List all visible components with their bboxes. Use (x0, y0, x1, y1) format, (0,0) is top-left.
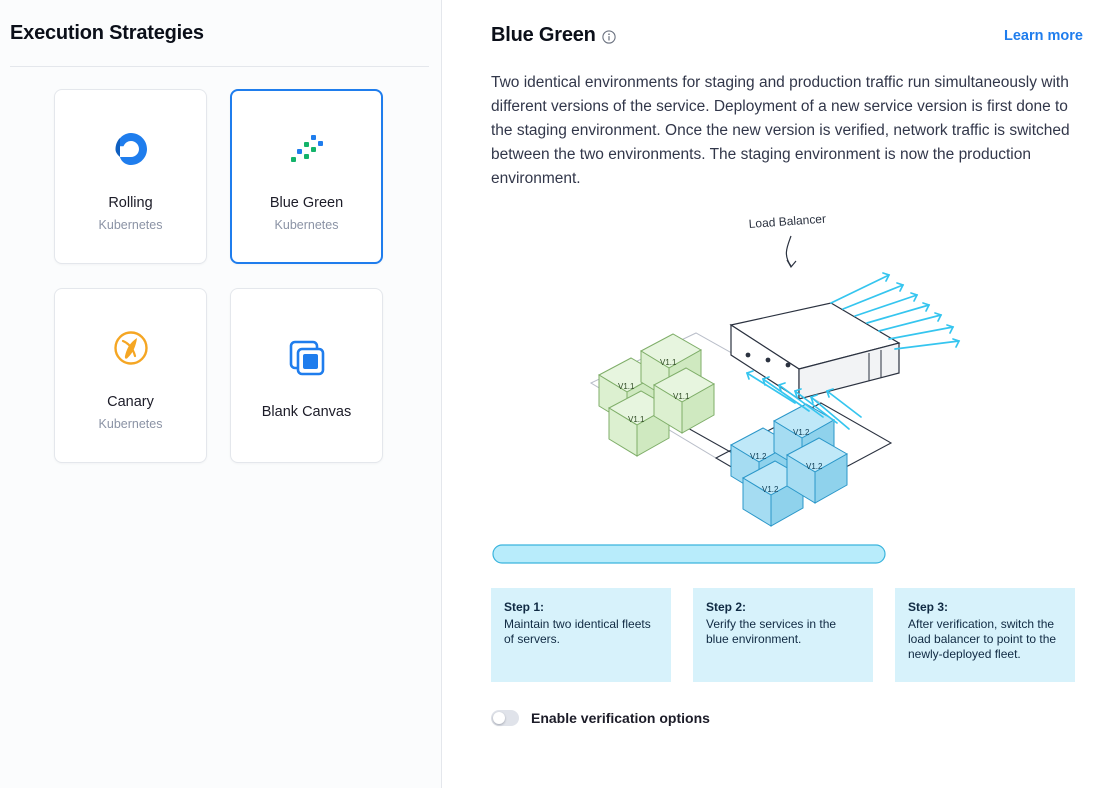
strategy-card-label: Rolling (108, 195, 153, 212)
step-title: Step 1: (504, 600, 545, 614)
svg-text:Load Balancer: Load Balancer (748, 211, 827, 231)
canary-icon (112, 320, 150, 376)
detail-description: Two identical environments for staging and production traffic run simultaneously with different versions of the service. Deployment of a new service version is first done to the staging environment. Once the new version is verified, network traffic is switched between the two environments. The staging environment is now the production environment. (491, 74, 1070, 187)
strategy-card-label: Blank Canvas (261, 403, 352, 420)
strategy-card-label: Canary (107, 394, 154, 411)
blue-green-icon (290, 121, 324, 177)
svg-text:V1.1: V1.1 (628, 415, 645, 424)
step-card-3 (895, 588, 1075, 682)
info-icon[interactable] (602, 30, 616, 44)
step-text: After verification, switch the load balancer to point to the newly-deployed fleet. (908, 617, 1057, 661)
enable-verification-toggle[interactable] (491, 710, 519, 726)
page-title: Execution Strategies (10, 22, 204, 44)
svg-text:V1.2: V1.2 (806, 462, 823, 471)
strategy-card-canary[interactable] (54, 288, 207, 463)
strategy-card-sublabel: Kubernetes (274, 217, 339, 232)
step-title: Step 2: (706, 600, 747, 614)
strategy-card-sublabel: Kubernetes (98, 416, 163, 431)
rolling-icon (112, 121, 150, 177)
detail-title-group (491, 24, 616, 47)
detail-title: Blue Green (491, 24, 596, 46)
detail-header (491, 24, 1083, 47)
strategy-card-label: Blue Green (269, 195, 344, 212)
svg-text:V1.2: V1.2 (762, 485, 779, 494)
strategy-card-blue-green[interactable] (230, 89, 383, 264)
toggle-knob (493, 712, 505, 724)
blue-green-diagram (491, 203, 1091, 578)
strategy-card-sublabel: Kubernetes (98, 217, 163, 232)
divider (10, 66, 429, 67)
svg-text:V1.1: V1.1 (660, 358, 677, 367)
step-card-1 (491, 588, 671, 682)
learn-more-link[interactable]: Learn more (1004, 27, 1083, 44)
verification-options-row (491, 710, 1083, 726)
svg-text:V1.1: V1.1 (618, 382, 635, 391)
step-text: Verify the services in the blue environment. (706, 617, 837, 646)
step-title: Step 3: (908, 600, 949, 614)
step-text: Maintain two identical fleets of servers. (504, 617, 651, 646)
step-card-2 (693, 588, 873, 682)
enable-verification-label: Enable verification options (531, 710, 710, 726)
strategy-card-blank-canvas[interactable] (230, 288, 383, 463)
blank-canvas-icon (289, 330, 325, 386)
strategy-detail-panel (442, 0, 1119, 788)
svg-text:V1.1: V1.1 (673, 392, 690, 401)
strategy-card-rolling[interactable] (54, 89, 207, 264)
svg-text:V1.2: V1.2 (793, 428, 810, 437)
steps-row (491, 588, 1083, 682)
strategy-card-grid (0, 89, 441, 463)
execution-strategies-panel (0, 0, 442, 788)
svg-text:V1.2: V1.2 (750, 452, 767, 461)
